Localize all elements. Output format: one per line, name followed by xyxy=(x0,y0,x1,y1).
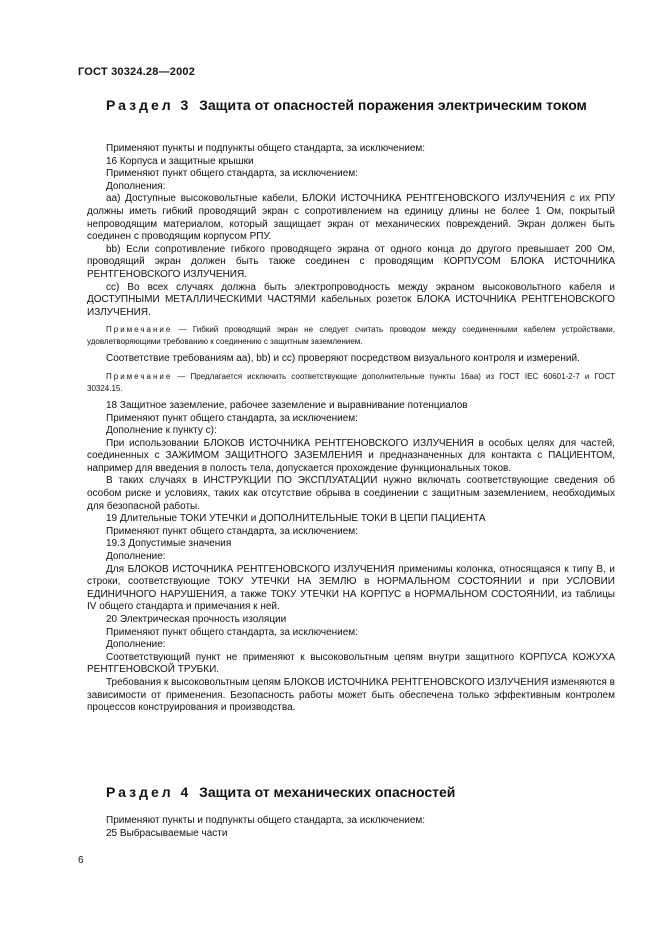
clause-20-heading: 20 Электрическая прочность изоляции xyxy=(106,614,287,625)
page-number: 6 xyxy=(78,855,84,866)
paragraph: Применяют пункты и подпункты общего стандарта, за исключением: xyxy=(106,815,426,826)
note-2 xyxy=(87,371,615,395)
item-bb: bb) Если сопротивление гибкого проводящего экрана от одного конца до другого превышает 200 Ом, проводящий экран должен быть также соединен с проводящим КОРПУСОМ БЛОКА ИСТОЧНИКА РЕНТГЕНОВСКОГО ИЗЛУЧЕНИЯ. xyxy=(87,243,615,280)
item-cc: cc) Во всех случаях должна быть электропроводность между экраном высоковольтного кабеля и ДОСТУПНЫМИ МЕТАЛЛИЧЕСКИМИ ЧАСТЯМИ кабельных розеток БЛОКА ИСТОЧНИКА РЕНТГЕНОВСКОГО ИЗЛУЧЕНИЯ. xyxy=(87,281,615,318)
note-2-label: Примечание xyxy=(106,371,173,381)
paragraph: Применяют пункт общего стандарта, за исключением: xyxy=(106,168,358,180)
clause-19-heading: 19 Длительные ТОКИ УТЕЧКИ и ДОПОЛНИТЕЛЬНЫЕ ТОКИ В ЦЕПИ ПАЦИЕНТА xyxy=(106,513,486,525)
clause-25-heading: 25 Выбрасываемые части xyxy=(106,827,228,839)
paragraph: Применяют пункт общего стандарта, за исключением: xyxy=(106,525,358,537)
section-3-label: Раздел 3 xyxy=(106,97,192,113)
paragraph: При использовании БЛОКОВ ИСТОЧНИКА РЕНТГЕНОВСКОГО ИЗЛУЧЕНИЯ в особых целях для частей, соединенных с ЗАЖИМОМ ЗАЩИТНОГО ЗАЗЕМЛЕНИЯ и предназначенных для контакта с ПАЦИЕНТОМ, например для введения в полость тела, допускается прохождение функциональных токов. xyxy=(87,437,615,474)
note-1-text: — Гибкий проводящий экран не следует считать проводом между соединенными кабелем устройствами, удовлетворяющими требованию к соединению с защитным заземлением. xyxy=(87,325,615,347)
paragraph: В таких случаях в ИНСТРУКЦИИ ПО ЭКСПЛУАТАЦИИ нужно включать соответствующие сведения об особом риске и условиях, таких как отсутствие обрыва в соединении с защитным заземлением, необходимых для безопасной работы. xyxy=(87,475,615,512)
clause-19-3-heading: 19.3 Допустимые значения xyxy=(106,538,232,550)
paragraph: Применяют пункт общего стандарта, за исключением: xyxy=(106,412,358,424)
section-4-title: Защита от механических опасностей xyxy=(199,784,456,800)
section-3-body xyxy=(87,143,615,715)
paragraph: Применяют пункты и подпункты общего стандарта, за исключением: xyxy=(106,143,426,154)
paragraph: Применяют пункт общего стандарта, за исключением: xyxy=(106,626,358,638)
section-4-body xyxy=(87,815,615,840)
paragraph: Дополнение к пункту c): xyxy=(106,425,217,437)
note-2-text: — Предлагается исключить соответствующие дополнительные пункты 16aa) из ГОСТ IEC 60601-2-7 и ГОСТ 30324.15. xyxy=(87,371,615,393)
compliance-paragraph: Соответствие требованиям aa), bb) и cc) проверяют посредством визуального контроля и измерений. xyxy=(106,353,580,365)
section-4-heading xyxy=(106,783,606,801)
item-aa: aa) Доступные высоковольтные кабели, БЛОКИ ИСТОЧНИКА РЕНТГЕНОВСКОГО ИЗЛУЧЕНИЯ с их РПУ должны иметь гибкий проводящий экран с сопротивлением на единицу длины не более 1 Ом, покрытый непроводящим материалом, который защищает экран от механических повреждений. Экран должен быть соединен с проводящим корпусом РПУ. xyxy=(87,193,615,243)
section-4-label: Раздел 4 xyxy=(106,784,192,800)
clause-18-heading: 18 Защитное заземление, рабочее заземление и выравнивание потенциалов xyxy=(106,399,468,411)
paragraph: Для БЛОКОВ ИСТОЧНИКА РЕНТГЕНОВСКОГО ИЗЛУЧЕНИЯ применимы колонка, относящаяся к типу B, и строки, соответствующие ТОКУ УТЕЧКИ НА ЗЕМЛЮ в НОРМАЛЬНОМ СОСТОЯНИИ и при УСЛОВИИ ЕДИНИЧНОГО НАРУШЕНИЯ, а также ТОКУ УТЕЧКИ НА КОРПУС в НОРМАЛЬНОМ СОСТОЯНИИ, из таблицы IV общего стандарта и примечания к ней. xyxy=(87,563,615,613)
note-1 xyxy=(87,324,615,348)
paragraph: Дополнение: xyxy=(106,639,166,651)
standard-header: ГОСТ 30324.28—2002 xyxy=(78,66,196,78)
paragraph: Дополнения: xyxy=(106,180,166,192)
note-1-label: Примечание xyxy=(106,325,173,335)
section-3-heading xyxy=(106,96,606,114)
paragraph: Соответствующий пункт не применяют к высоковольтным цепям внутри защитного КОРПУСА КОЖУХА РЕНТГЕНОВСКОЙ ТРУБКИ. xyxy=(87,651,615,676)
clause-16-heading: 16 Корпуса и защитные крышки xyxy=(106,155,254,167)
section-3-title: Защита от опасностей поражения электрическим током xyxy=(199,97,587,113)
paragraph: Требования к высоковольтным цепям БЛОКОВ ИСТОЧНИКА РЕНТГЕНОВСКОГО ИЗЛУЧЕНИЯ изменяются в зависимости от применения. Безопасность работы может быть обеспечена только эффективным контролем процессов конструирования и производства. xyxy=(87,676,615,714)
paragraph: Дополнение: xyxy=(106,551,166,563)
